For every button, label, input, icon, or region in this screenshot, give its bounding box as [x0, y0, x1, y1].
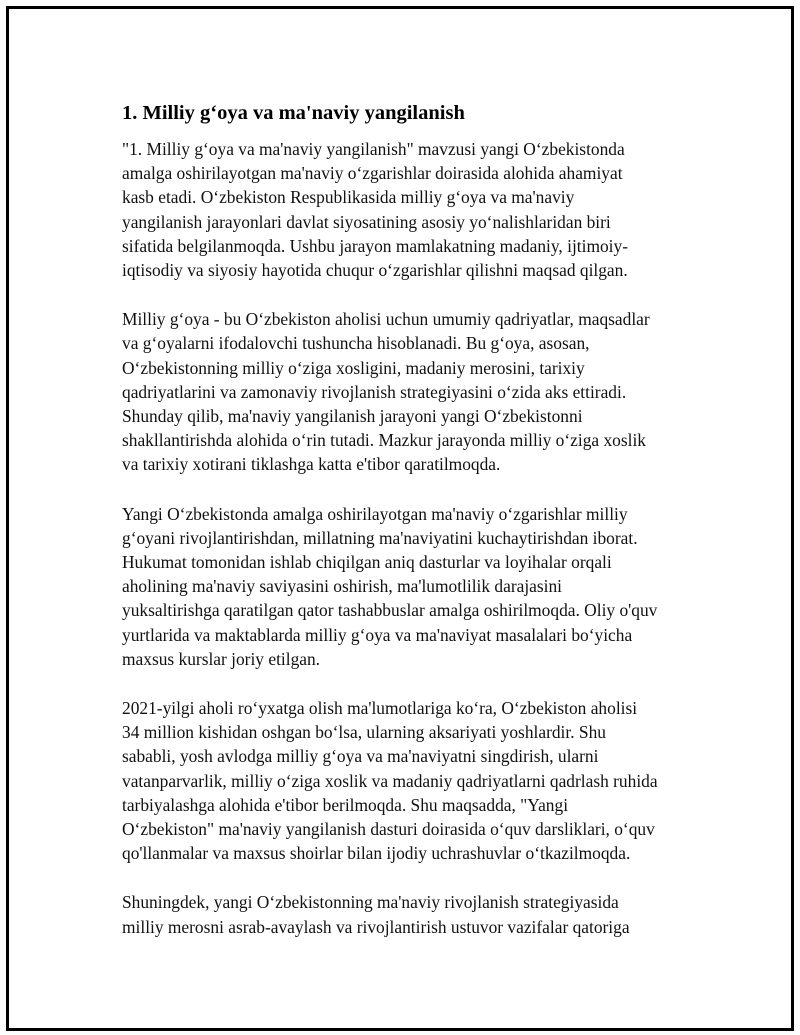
paragraph-line: yangilanish jarayonlari davlat siyosatining asosiy yo‘nalishlaridan biri	[122, 211, 611, 232]
paragraph-line: Yangi O‘zbekistonda amalga oshirilayotgan ma'naviy o‘zgarishlar milliy	[122, 503, 628, 524]
document-body	[122, 99, 692, 964]
paragraph-line: va g‘oyalarni ifodalovchi tushuncha hisoblanadi. Bu g‘oya, asosan,	[122, 333, 590, 354]
paragraph-2	[122, 307, 692, 476]
paragraph-line: Shuningdek, yangi O‘zbekistonning ma'naviy rivojlanish strategiyasida	[122, 892, 619, 913]
paragraph-line: "1. Milliy g‘oya va ma'naviy yangilanish" mavzusi yangi O‘zbekistonda	[122, 139, 625, 159]
paragraph-line: Shunday qilib, ma'naviy yangilanish jarayoni yangi O‘zbekistonni	[122, 406, 583, 427]
paragraph-line: qo'llanmalar va maxsus shoirlar bilan ijodiy uchrashuvlar o‘tkazilmoqda.	[122, 843, 631, 864]
paragraph-line: O‘zbekistonning milliy o‘ziga xosligini, madaniy merosini, tarixiy	[122, 357, 585, 378]
paragraph-line: milliy merosni asrab-avaylash va rivojlantirish ustuvor vazifalar qatoriga	[122, 916, 630, 937]
paragraph-line: shakllantirishda alohida o‘rin tutadi. Mazkur jarayonda milliy o‘ziga xoslik	[122, 430, 647, 451]
paragraph-line: yuksaltirishga qaratilgan qator tashabbuslar amalga oshirilmoqda. Oliy o'quv	[122, 600, 658, 621]
paragraph-5	[122, 890, 692, 938]
paragraph-line: sababli, yosh avlodga milliy g‘oya va ma'naviyatni singdirish, ularni	[122, 746, 599, 767]
paragraph-line: Milliy g‘oya - bu O‘zbekiston aholisi uchun umumiy qadriyatlar, maqsadlar	[122, 309, 650, 330]
paragraph-1	[122, 137, 692, 282]
paragraph-line: tarbiyalashga alohida e'tibor berilmoqda. Shu maqsadda, "Yangi	[122, 794, 569, 815]
paragraph-4	[122, 696, 692, 865]
paragraph-line: sifatida belgilanmoqda. Ushbu jarayon mamlakatning madaniy, ijtimoiy-	[122, 235, 628, 256]
paragraph-line: amalga oshirilayotgan ma'naviy o‘zgarishlar doirasida alohida ahamiyat	[122, 163, 623, 184]
paragraph-line: iqtisodiy va siyosiy hayotida chuqur o‘zgarishlar qilishni maqsad qilgan.	[122, 260, 628, 281]
paragraph-3	[122, 502, 692, 671]
paragraph-line: g‘oyani rivojlantirishdan, millatning ma'naviyatini kuchaytirishdan iborat.	[122, 527, 638, 548]
paragraph-line: 2021-yilgi aholi ro‘yxatga olish ma'lumotlariga ko‘ra, O‘zbekiston aholisi	[122, 698, 638, 719]
paragraph-line: maxsus kurslar joriy etilgan.	[122, 648, 321, 669]
paragraph-line: Hukumat tomonidan ishlab chiqilgan aniq dasturlar va loyihalar orqali	[122, 552, 612, 573]
paragraph-line: kasb etadi. O‘zbekiston Respublikasida milliy g‘oya va ma'naviy	[122, 187, 575, 208]
page-frame	[6, 6, 794, 1031]
section-heading: 1. Milliy g‘oya va ma'naviy yangilanish	[122, 102, 465, 124]
paragraph-line: qadriyatlarini va zamonaviy rivojlanish strategiyasini o‘zida aks ettiradi.	[122, 381, 627, 402]
paragraph-line: va tarixiy xotirani tiklashga katta e'tibor qaratilmoqda.	[122, 454, 501, 475]
paragraph-line: yurtlarida va maktablarda milliy g‘oya va ma'naviyat masalalari bo‘yicha	[122, 624, 633, 645]
paragraph-line: aholining ma'naviy saviyasini oshirish, ma'lumotlilik darajasini	[122, 576, 563, 597]
paragraph-line: O‘zbekiston" ma'naviy yangilanish dasturi doirasida o‘quv darsliklari, o‘quv	[122, 819, 655, 840]
paragraph-line: 34 million kishidan oshgan bo‘lsa, ularning aksariyati yoshlardir. Shu	[122, 722, 606, 743]
paragraph-line: vatanparvarlik, milliy o‘ziga xoslik va madaniy qadriyatlarni qadrlash ruhida	[122, 770, 658, 791]
